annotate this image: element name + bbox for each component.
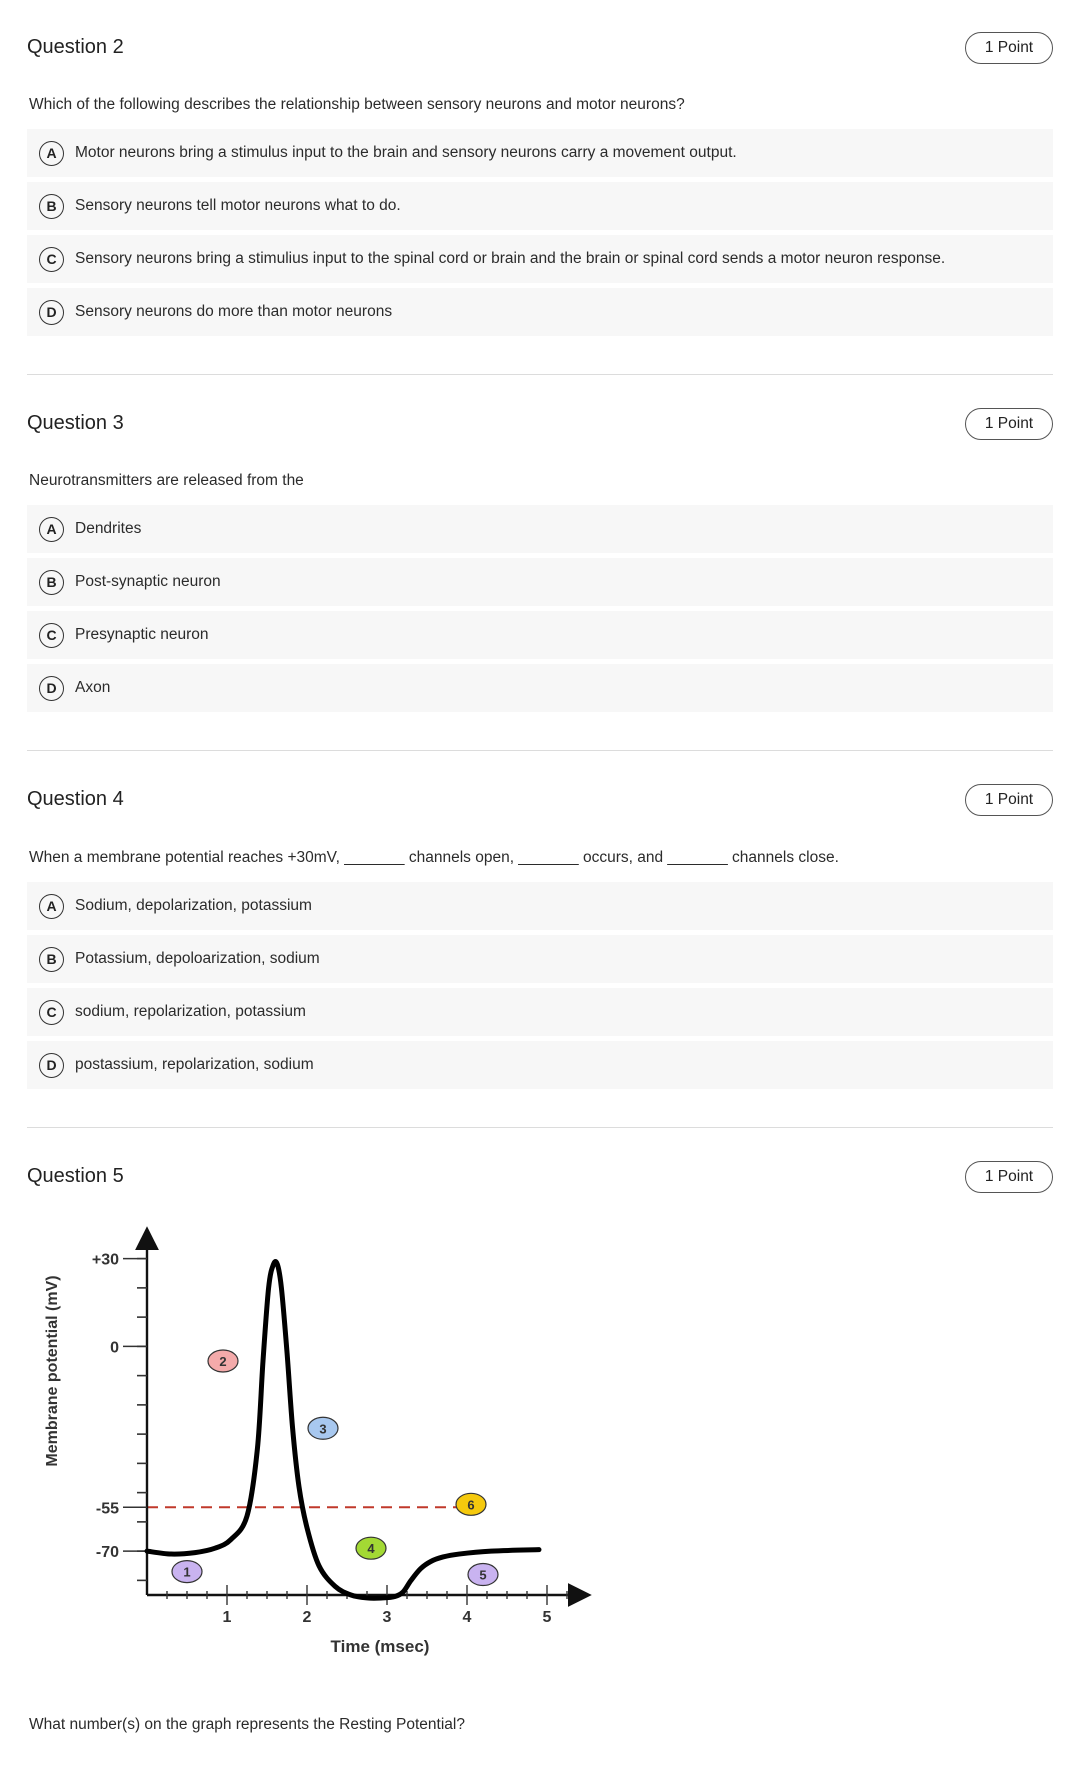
question-header [27, 408, 1053, 448]
answer-options [27, 505, 1053, 717]
option-c[interactable] [27, 235, 1053, 283]
question-prompt: Neurotransmitters are released from the [29, 472, 304, 489]
answer-options [27, 882, 1053, 1094]
question-prompt: Which of the following describes the relationship between sensory neurons and motor neurons? [29, 96, 685, 113]
y-tick-label: -55 [95, 1500, 119, 1518]
marker-label: 4 [367, 1541, 375, 1557]
question-2 [27, 32, 1053, 72]
option-letter: B [39, 194, 64, 219]
option-text: postassium, repolarization, sodium [75, 1056, 314, 1073]
question-prompt: When a membrane potential reaches +30mV, _______ channels open, _______ occurs, and _______ channels close. [29, 849, 839, 866]
question-header [27, 784, 1053, 824]
chart-svg [27, 1205, 607, 1660]
option-text: Motor neurons bring a stimulus input to the brain and sensory neurons carry a movement output. [75, 144, 737, 161]
marker-3 [308, 1417, 338, 1439]
option-letter: D [39, 300, 64, 325]
option-text: Sensory neurons do more than motor neurons [75, 303, 393, 320]
y-tick-label: -70 [95, 1544, 119, 1562]
option-text: Sensory neurons bring a stimulius input to the spinal cord or brain and the brain or spinal cord sends a motor neuron response. [75, 250, 946, 267]
y-tick-label: 0 [110, 1339, 119, 1357]
option-letter: A [39, 517, 64, 542]
y-axis-label: Membrane potential (mV) [44, 1275, 61, 1467]
option-a[interactable] [27, 129, 1053, 177]
option-text: Sensory neurons tell motor neurons what to do. [75, 197, 401, 214]
option-d[interactable] [27, 664, 1053, 712]
x-axis-label: Time (msec) [330, 1637, 430, 1656]
question-divider [27, 374, 1053, 375]
marker-label: 6 [467, 1497, 475, 1513]
option-text: Axon [75, 679, 111, 696]
marker-5 [468, 1564, 498, 1586]
marker-label: 3 [319, 1421, 327, 1437]
question-divider [27, 750, 1053, 751]
option-text: sodium, repolarization, potassium [75, 1003, 306, 1020]
y-tick-label: +30 [91, 1251, 119, 1269]
marker-2 [208, 1350, 238, 1372]
question-prompt: What number(s) on the graph represents the Resting Potential? [29, 1716, 465, 1733]
question-title: Question 5 [27, 1165, 124, 1187]
question-4 [27, 784, 1053, 824]
marker-label: 2 [219, 1354, 227, 1369]
question-title: Question 2 [27, 36, 124, 58]
marker-6 [456, 1493, 486, 1515]
option-text: Dendrites [75, 520, 142, 537]
option-text: Sodium, depolarization, potassium [75, 897, 312, 914]
points-badge[interactable]: 1 Point [965, 1161, 1053, 1193]
option-letter: B [39, 947, 64, 972]
option-letter: A [39, 894, 64, 919]
points-badge[interactable]: 1 Point [965, 408, 1053, 440]
question-divider [27, 1127, 1053, 1128]
points-badge[interactable]: 1 Point [965, 32, 1053, 64]
option-b[interactable] [27, 935, 1053, 983]
option-letter: A [39, 141, 64, 166]
option-letter: B [39, 570, 64, 595]
option-text: Potassium, depoloarization, sodium [75, 950, 320, 967]
question-5 [27, 1161, 1053, 1201]
x-tick-label: 1 [222, 1609, 232, 1626]
marker-4 [356, 1537, 386, 1559]
option-letter: C [39, 1000, 64, 1025]
option-a[interactable] [27, 505, 1053, 553]
option-letter: D [39, 676, 64, 701]
question-3 [27, 408, 1053, 448]
question-header [27, 32, 1053, 72]
option-d[interactable] [27, 1041, 1053, 1089]
x-tick-label: 5 [542, 1609, 552, 1626]
option-text: Post-synaptic neuron [75, 573, 221, 590]
answer-options [27, 129, 1053, 341]
x-tick-label: 2 [302, 1609, 312, 1626]
marker-label: 5 [479, 1567, 487, 1583]
option-d[interactable] [27, 288, 1053, 336]
option-b[interactable] [27, 182, 1053, 230]
marker-label: 1 [183, 1564, 191, 1580]
option-c[interactable] [27, 611, 1053, 659]
question-title: Question 3 [27, 412, 124, 434]
option-letter: C [39, 247, 64, 272]
points-badge[interactable]: 1 Point [965, 784, 1053, 816]
x-tick-label: 4 [462, 1609, 472, 1626]
marker-1 [172, 1561, 202, 1583]
action-potential-chart [27, 1205, 607, 1660]
option-letter: D [39, 1053, 64, 1078]
action-potential-line [147, 1262, 539, 1599]
question-title: Question 4 [27, 788, 124, 810]
option-c[interactable] [27, 988, 1053, 1036]
question-header [27, 1161, 1053, 1201]
option-a[interactable] [27, 882, 1053, 930]
x-tick-label: 3 [382, 1609, 392, 1626]
option-b[interactable] [27, 558, 1053, 606]
option-letter: C [39, 623, 64, 648]
option-text: Presynaptic neuron [75, 626, 209, 643]
